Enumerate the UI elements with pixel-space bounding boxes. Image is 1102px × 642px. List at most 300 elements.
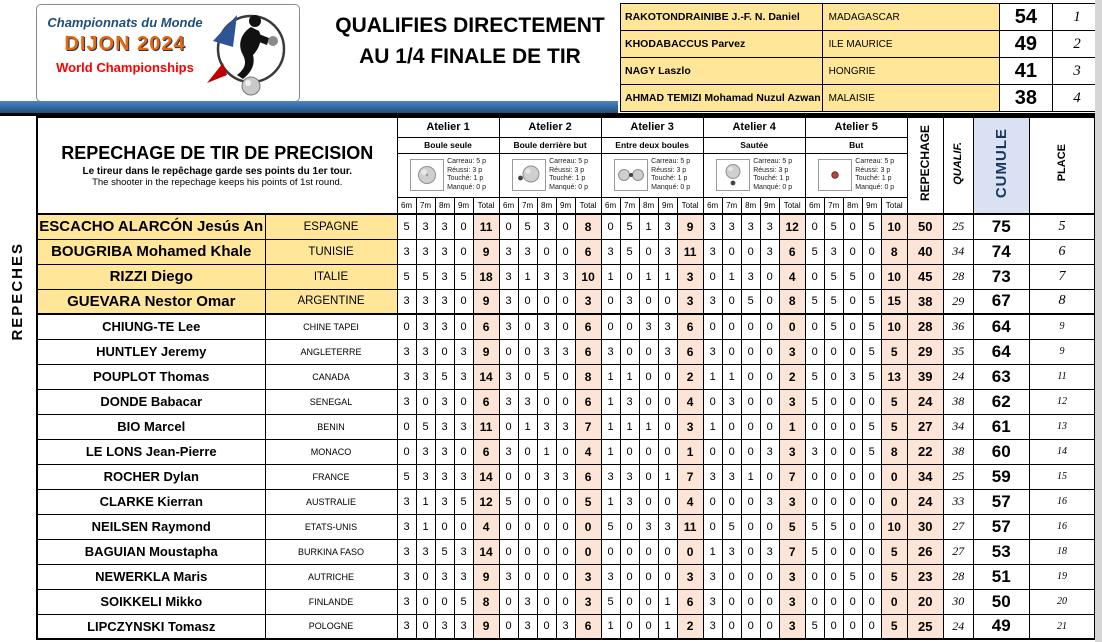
atelier-2-7m-score: 0 bbox=[518, 539, 537, 564]
atelier-2-8m-score: 3 bbox=[537, 464, 556, 489]
qualif-score: 24 bbox=[943, 614, 973, 639]
atelier-4-6m-score: 1 bbox=[703, 364, 722, 389]
atelier-4-8m-score: 0 bbox=[741, 439, 760, 464]
cumule-score: 62 bbox=[973, 389, 1029, 414]
atelier-5-7m-score: 5 bbox=[824, 314, 843, 339]
player-name: NEILSEN Raymond bbox=[37, 514, 265, 539]
player-name: LE LONS Jean-Pierre bbox=[37, 439, 265, 464]
atelier-1-8m-score: 5 bbox=[435, 364, 454, 389]
repeches-label-text: REPECHES bbox=[8, 241, 26, 341]
atelier-2-8m-score: 0 bbox=[537, 389, 556, 414]
atelier-1-total-score: 9 bbox=[473, 614, 499, 639]
atelier-5-9m-score: 0 bbox=[862, 489, 881, 514]
atelier-1-8m-score: 0 bbox=[435, 589, 454, 614]
player-name: HUNTLEY Jeremy bbox=[37, 339, 265, 364]
atelier-5-7m-score: 5 bbox=[824, 214, 843, 239]
repechage-score: 29 bbox=[907, 339, 943, 364]
atelier-4-8m-score: 0 bbox=[741, 614, 760, 639]
atelier-3-8m-score: 0 bbox=[639, 364, 658, 389]
atelier-5-8m-score: 5 bbox=[843, 564, 862, 589]
atelier-1-total-score: 18 bbox=[473, 264, 499, 289]
scoring-rule: Touché: 1 p bbox=[651, 175, 688, 182]
atelier-5-6m-score: 5 bbox=[805, 539, 824, 564]
atelier-1-8m-score: 3 bbox=[435, 289, 454, 314]
scoring-rule: Carreau: 5 p bbox=[753, 158, 793, 165]
atelier-2-8m-score: 3 bbox=[537, 414, 556, 439]
atelier-4-6m-score: 0 bbox=[703, 389, 722, 414]
scoring-rule: Manqué: 0 p bbox=[753, 183, 793, 191]
player-country: BENIN bbox=[265, 414, 397, 439]
atelier-2-total-score: 7 bbox=[575, 414, 601, 439]
atelier-3-6m-score: 1 bbox=[601, 264, 620, 289]
atelier-3-6m-score: 5 bbox=[601, 514, 620, 539]
atelier-4-8m-score: 0 bbox=[741, 314, 760, 339]
atelier-5-6m-score: 0 bbox=[805, 264, 824, 289]
player-country: TUNISIE bbox=[265, 239, 397, 264]
cumule-score: 59 bbox=[973, 464, 1029, 489]
atelier-4-9m-score: 0 bbox=[760, 389, 779, 414]
cumule-score: 57 bbox=[973, 489, 1029, 514]
atelier-2-8m-score: 3 bbox=[537, 314, 556, 339]
atelier-3-9m-score: 1 bbox=[658, 264, 677, 289]
atelier-2-total-score: 5 bbox=[575, 489, 601, 514]
atelier-2-6m-header: 6m bbox=[499, 197, 518, 214]
atelier-2-7m-score: 0 bbox=[518, 489, 537, 514]
atelier-4-9m-score: 0 bbox=[760, 314, 779, 339]
atelier-2-7m-score: 3 bbox=[518, 589, 537, 614]
atelier-5-total-score: 0 bbox=[881, 489, 907, 514]
atelier-2-8m-score: 0 bbox=[537, 289, 556, 314]
atelier-5-total-score: 10 bbox=[881, 264, 907, 289]
atelier-2-total-score: 8 bbox=[575, 214, 601, 239]
player-country: CHINE TAPEI bbox=[265, 314, 397, 339]
atelier-5-8m-score: 5 bbox=[843, 264, 862, 289]
atelier-3-total-score: 4 bbox=[677, 489, 703, 514]
boule-behind-jack-icon bbox=[512, 159, 546, 191]
atelier-1-7m-score: 0 bbox=[416, 614, 435, 639]
atelier-1-total-score: 6 bbox=[473, 439, 499, 464]
atelier-3-7m-score: 0 bbox=[620, 314, 639, 339]
atelier-3-8m-score: 0 bbox=[639, 464, 658, 489]
atelier-5-total-score: 5 bbox=[881, 389, 907, 414]
player-row bbox=[37, 314, 1095, 339]
atelier-2-7m-score: 0 bbox=[518, 314, 537, 339]
atelier-5-6m-score: 5 bbox=[805, 614, 824, 639]
atelier-5-8m-score: 0 bbox=[843, 439, 862, 464]
atelier-4-9m-score: 0 bbox=[760, 614, 779, 639]
atelier-4-9m-score: 3 bbox=[760, 239, 779, 264]
player-name: NEWERKLA Maris bbox=[37, 564, 265, 589]
player-name: ESCACHO ALARCÓN Jesús An bbox=[37, 214, 265, 239]
atelier-4-8m-score: 0 bbox=[741, 489, 760, 514]
atelier-1-9m-score: 0 bbox=[454, 514, 473, 539]
atelier-5-8m-score: 0 bbox=[843, 314, 862, 339]
atelier-5-6m-score: 0 bbox=[805, 414, 824, 439]
header-divider bbox=[0, 101, 618, 113]
qualified-player-score: 54 bbox=[999, 4, 1052, 31]
atelier-3-9m-score: 3 bbox=[658, 239, 677, 264]
atelier-5-total-score: 0 bbox=[881, 589, 907, 614]
atelier-3-8m-score: 0 bbox=[639, 564, 658, 589]
atelier-5-9m-score: 0 bbox=[862, 464, 881, 489]
atelier-5-7m-score: 0 bbox=[824, 564, 843, 589]
cumule-score: 67 bbox=[973, 289, 1029, 314]
jack-icon bbox=[818, 159, 852, 191]
atelier-3-8m-score: 1 bbox=[639, 264, 658, 289]
qualified-player-name: RAKOTONDRAINIBE J.-F. N. Daniel bbox=[621, 4, 823, 31]
player-row bbox=[37, 414, 1095, 439]
atelier-4-9m-score: 0 bbox=[760, 264, 779, 289]
atelier-3-8m-score: 0 bbox=[639, 289, 658, 314]
atelier-1-7m-score: 1 bbox=[416, 489, 435, 514]
logo-line-fr: Championnats du Monde bbox=[47, 15, 203, 30]
player-row bbox=[37, 489, 1095, 514]
player-name: RIZZI Diego bbox=[37, 264, 265, 289]
atelier-3-7m-score: 0 bbox=[620, 339, 639, 364]
atelier-5-6m-score: 5 bbox=[805, 364, 824, 389]
atelier-4-8m-score: 0 bbox=[741, 539, 760, 564]
atelier-2-8m-score: 0 bbox=[537, 489, 556, 514]
atelier-1-7m-score: 0 bbox=[416, 564, 435, 589]
jumped-boule-icon bbox=[716, 159, 750, 191]
table-title: REPECHAGE DE TIR DE PRECISION bbox=[61, 143, 374, 163]
atelier-5-7m-score: 0 bbox=[824, 464, 843, 489]
atelier-1-8m-score: 3 bbox=[435, 314, 454, 339]
atelier-4-9m-score: 3 bbox=[760, 539, 779, 564]
atelier-1-total-score: 9 bbox=[473, 339, 499, 364]
atelier-1-6m-score: 3 bbox=[397, 239, 416, 264]
atelier-4-total-score: 7 bbox=[779, 464, 805, 489]
atelier-1-9m-score: 0 bbox=[454, 439, 473, 464]
atelier-4-total-score: 5 bbox=[779, 514, 805, 539]
atelier-3-8m-score: 3 bbox=[639, 514, 658, 539]
player-country: ANGLETERRE bbox=[265, 339, 397, 364]
atelier-4-9m-score: 0 bbox=[760, 289, 779, 314]
repechage-score: 30 bbox=[907, 514, 943, 539]
atelier-1-8m-score: 3 bbox=[435, 264, 454, 289]
atelier-3-6m-score: 1 bbox=[601, 489, 620, 514]
atelier-2-9m-score: 0 bbox=[556, 364, 575, 389]
atelier-3-8m-header: 8m bbox=[639, 197, 658, 214]
atelier-1-6m-score: 3 bbox=[397, 289, 416, 314]
atelier-4-total-score: 6 bbox=[779, 239, 805, 264]
repechage-score: 50 bbox=[907, 214, 943, 239]
atelier-1-6m-score: 0 bbox=[397, 414, 416, 439]
atelier-1-9m-score: 3 bbox=[454, 614, 473, 639]
atelier-3-7m-score: 0 bbox=[620, 439, 639, 464]
repechage-score: 39 bbox=[907, 364, 943, 389]
qualified-player-country: HONGRIE bbox=[822, 58, 999, 85]
atelier-3-8m-score: 0 bbox=[639, 589, 658, 614]
player-row bbox=[37, 214, 1095, 239]
repechage-score: 24 bbox=[907, 389, 943, 414]
atelier-3-7m-header: 7m bbox=[620, 197, 639, 214]
atelier-5-6m-header: 6m bbox=[805, 197, 824, 214]
atelier-2-9m-score: 3 bbox=[556, 264, 575, 289]
atelier-3-total-score: 4 bbox=[677, 389, 703, 414]
atelier-1-7m-score: 3 bbox=[416, 239, 435, 264]
atelier-5-total-score: 8 bbox=[881, 239, 907, 264]
atelier-3-8m-score: 1 bbox=[639, 414, 658, 439]
atelier-3-7m-score: 1 bbox=[620, 364, 639, 389]
qualified-player-country: ILE MAURICE bbox=[822, 31, 999, 58]
repeches-section-label bbox=[0, 216, 34, 366]
atelier-4-6m-score: 0 bbox=[703, 314, 722, 339]
place-value: 15 bbox=[1029, 464, 1095, 489]
atelier-3-6m-score: 5 bbox=[601, 589, 620, 614]
atelier-4-total-score: 4 bbox=[779, 264, 805, 289]
qualif-score: 35 bbox=[943, 339, 973, 364]
qualif-score: 25 bbox=[943, 464, 973, 489]
scoring-rule: Touché: 1 p bbox=[753, 175, 790, 182]
atelier-5-9m-score: 0 bbox=[862, 239, 881, 264]
qualif-score: 38 bbox=[943, 439, 973, 464]
atelier-5-total-score: 5 bbox=[881, 539, 907, 564]
qualified-player-score: 49 bbox=[999, 31, 1052, 58]
atelier-2-8m-score: 0 bbox=[537, 564, 556, 589]
repechage-score: 34 bbox=[907, 464, 943, 489]
atelier-5-9m-score: 0 bbox=[862, 389, 881, 414]
atelier-4-6m-score: 3 bbox=[703, 339, 722, 364]
atelier-1-8m-score: 3 bbox=[435, 564, 454, 589]
place-value: 19 bbox=[1029, 564, 1095, 589]
atelier-4-7m-score: 0 bbox=[722, 489, 741, 514]
player-row bbox=[37, 464, 1095, 489]
atelier-2-7m-score: 0 bbox=[518, 514, 537, 539]
repechage-score: 24 bbox=[907, 489, 943, 514]
atelier-5-7m-score: 0 bbox=[824, 389, 843, 414]
atelier-1-7m-score: 3 bbox=[416, 339, 435, 364]
atelier-5-6m-score: 3 bbox=[805, 439, 824, 464]
atelier-2-9m-score: 0 bbox=[556, 289, 575, 314]
atelier-3-7m-score: 3 bbox=[620, 389, 639, 414]
atelier-5-8m-score: 0 bbox=[843, 514, 862, 539]
atelier-1-6m-score: 3 bbox=[397, 539, 416, 564]
atelier-3-8m-score: 0 bbox=[639, 339, 658, 364]
atelier-4-9m-score: 0 bbox=[760, 414, 779, 439]
atelier-4-total-score: 3 bbox=[779, 339, 805, 364]
atelier-5-total-score: 5 bbox=[881, 564, 907, 589]
atelier-2-total-score: 6 bbox=[575, 389, 601, 414]
atelier-1-7m-header: 7m bbox=[416, 197, 435, 214]
atelier-5-7m-score: 0 bbox=[824, 339, 843, 364]
atelier-5-6m-score: 0 bbox=[805, 339, 824, 364]
atelier-5-total-score: 13 bbox=[881, 364, 907, 389]
atelier-4-6m-score: 3 bbox=[703, 614, 722, 639]
qualif-score: 25 bbox=[943, 214, 973, 239]
atelier-1-9m-score: 3 bbox=[454, 364, 473, 389]
scoring-rule: Manqué: 0 p bbox=[549, 183, 589, 191]
atelier-2-7m-score: 5 bbox=[518, 214, 537, 239]
atelier-2-name: Atelier 2 bbox=[499, 117, 601, 137]
cumule-score: 60 bbox=[973, 439, 1029, 464]
player-country: MONACO bbox=[265, 439, 397, 464]
qualified-title-line1: QUALIFIES DIRECTEMENT bbox=[335, 14, 605, 37]
atelier-5-9m-score: 0 bbox=[862, 539, 881, 564]
atelier-1-7m-score: 3 bbox=[416, 464, 435, 489]
scoring-rule: Carreau: 5 p bbox=[447, 158, 486, 165]
place-value: 13 bbox=[1029, 414, 1095, 439]
place-value: 16 bbox=[1029, 489, 1095, 514]
atelier-1-8m-score: 3 bbox=[435, 614, 454, 639]
atelier-3-7m-score: 0 bbox=[620, 564, 639, 589]
atelier-3-total-score: 3 bbox=[677, 264, 703, 289]
atelier-4-discipline: Sautée bbox=[703, 137, 805, 153]
qualif-score: 28 bbox=[943, 564, 973, 589]
atelier-3-7m-score: 0 bbox=[620, 264, 639, 289]
atelier-3-total-score: 9 bbox=[677, 214, 703, 239]
atelier-5-total-score: 8 bbox=[881, 439, 907, 464]
scoring-rule: Réussi: 3 p bbox=[651, 166, 687, 174]
atelier-3-total-score: 3 bbox=[677, 564, 703, 589]
atelier-3-7m-score: 1 bbox=[620, 414, 639, 439]
atelier-3-9m-score: 3 bbox=[658, 514, 677, 539]
atelier-1-total-score: 6 bbox=[473, 314, 499, 339]
logo-text bbox=[43, 15, 207, 75]
atelier-5-6m-score: 5 bbox=[805, 514, 824, 539]
atelier-3-9m-score: 3 bbox=[658, 339, 677, 364]
atelier-1-6m-score: 5 bbox=[397, 464, 416, 489]
atelier-2-9m-score: 0 bbox=[556, 239, 575, 264]
atelier-2-total-score: 6 bbox=[575, 314, 601, 339]
scoring-rule: Réussi: 3 p bbox=[549, 166, 585, 174]
repechage-score: 27 bbox=[907, 414, 943, 439]
place-value: 18 bbox=[1029, 539, 1095, 564]
atelier-3-6m-score: 1 bbox=[601, 414, 620, 439]
atelier-4-7m-score: 3 bbox=[722, 539, 741, 564]
atelier-1-total-score: 12 bbox=[473, 489, 499, 514]
atelier-1-7m-score: 3 bbox=[416, 439, 435, 464]
atelier-3-9m-score: 0 bbox=[658, 564, 677, 589]
atelier-3-6m-score: 0 bbox=[601, 289, 620, 314]
table-subtitle-en: The shooter in the repechage keeps his points of 1st round. bbox=[92, 177, 343, 188]
table-title-cell bbox=[37, 117, 397, 214]
atelier-4-6m-score: 3 bbox=[703, 589, 722, 614]
player-name: LIPCZYNSKI Tomasz bbox=[37, 614, 265, 639]
player-country: SENEGAL bbox=[265, 389, 397, 414]
atelier-2-6m-score: 3 bbox=[499, 264, 518, 289]
atelier-1-7m-score: 3 bbox=[416, 364, 435, 389]
atelier-1-8m-score: 3 bbox=[435, 439, 454, 464]
atelier-3-total-score: 11 bbox=[677, 239, 703, 264]
atelier-5-8m-score: 0 bbox=[843, 589, 862, 614]
cumule-score: 74 bbox=[973, 239, 1029, 264]
atelier-1-8m-header: 8m bbox=[435, 197, 454, 214]
scoring-rule: Réussi: 3 p bbox=[855, 166, 891, 174]
atelier-1-9m-score: 3 bbox=[454, 539, 473, 564]
atelier-3-8m-score: 0 bbox=[639, 389, 658, 414]
atelier-3-total-score: 1 bbox=[677, 439, 703, 464]
atelier-1-8m-score: 5 bbox=[435, 539, 454, 564]
scoring-rule: Carreau: 5 p bbox=[651, 158, 691, 165]
atelier-1-7m-score: 3 bbox=[416, 289, 435, 314]
player-country: ESPAGNE bbox=[265, 214, 397, 239]
atelier-4-7m-score: 1 bbox=[722, 364, 741, 389]
scoring-rule: Manqué: 0 p bbox=[855, 183, 895, 191]
qualif-score: 24 bbox=[943, 364, 973, 389]
atelier-2-6m-score: 3 bbox=[499, 289, 518, 314]
atelier-5-9m-score: 0 bbox=[862, 589, 881, 614]
atelier-3-8m-score: 0 bbox=[639, 439, 658, 464]
qualif-score: 33 bbox=[943, 489, 973, 514]
atelier-2-total-score: 3 bbox=[575, 289, 601, 314]
atelier-1-6m-score: 3 bbox=[397, 339, 416, 364]
cumule-score: 64 bbox=[973, 339, 1029, 364]
atelier-2-7m-score: 3 bbox=[518, 239, 537, 264]
atelier-4-7m-score: 1 bbox=[722, 264, 741, 289]
cumule-score: 53 bbox=[973, 539, 1029, 564]
atelier-2-6m-score: 0 bbox=[499, 589, 518, 614]
scoring-legend bbox=[500, 158, 601, 192]
atelier-4-6m-score: 3 bbox=[703, 464, 722, 489]
atelier-1-8m-score: 3 bbox=[435, 389, 454, 414]
scoring-rule: Carreau: 5 p bbox=[855, 158, 895, 165]
atelier-5-total-score: 10 bbox=[881, 314, 907, 339]
atelier-2-9m-score: 0 bbox=[556, 564, 575, 589]
atelier-2-7m-score: 0 bbox=[518, 439, 537, 464]
cumule-score: 73 bbox=[973, 264, 1029, 289]
qualified-table bbox=[620, 3, 1102, 112]
atelier-4-8m-score: 0 bbox=[741, 389, 760, 414]
atelier-4-8m-score: 3 bbox=[741, 214, 760, 239]
atelier-5-total-score: 10 bbox=[881, 514, 907, 539]
atelier-3-total-score: 6 bbox=[677, 314, 703, 339]
atelier-3-8m-score: 0 bbox=[639, 239, 658, 264]
atelier-5-7m-score: 0 bbox=[824, 364, 843, 389]
atelier-4-8m-score: 0 bbox=[741, 339, 760, 364]
atelier-4-total-score: 3 bbox=[779, 489, 805, 514]
atelier-2-6m-score: 0 bbox=[499, 414, 518, 439]
atelier-3-7m-score: 5 bbox=[620, 214, 639, 239]
scoring-rule: Touché: 1 p bbox=[549, 175, 586, 182]
atelier-4-total-score: 3 bbox=[779, 564, 805, 589]
player-row bbox=[37, 289, 1095, 314]
atelier-3-6m-score: 1 bbox=[601, 439, 620, 464]
atelier-3-total-score: 7 bbox=[677, 464, 703, 489]
atelier-1-7m-score: 0 bbox=[416, 389, 435, 414]
atelier-1-9m-score: 3 bbox=[454, 339, 473, 364]
cumule-score: 61 bbox=[973, 414, 1029, 439]
atelier-5-8m-score: 0 bbox=[843, 214, 862, 239]
atelier-3-6m-score: 3 bbox=[601, 339, 620, 364]
cumule-score: 57 bbox=[973, 514, 1029, 539]
player-name: SOIKKELI Mikko bbox=[37, 589, 265, 614]
results-head bbox=[37, 117, 1095, 214]
qualif-score: 34 bbox=[943, 239, 973, 264]
cumule-score: 51 bbox=[973, 564, 1029, 589]
repechage-column-header: REPECHAGE bbox=[907, 117, 943, 214]
atelier-4-6m-score: 3 bbox=[703, 239, 722, 264]
atelier-5-7m-score: 5 bbox=[824, 289, 843, 314]
atelier-4-8m-score: 3 bbox=[741, 264, 760, 289]
qualif-score: 36 bbox=[943, 314, 973, 339]
atelier-1-total-score: 9 bbox=[473, 239, 499, 264]
atelier-1-total-score: 8 bbox=[473, 589, 499, 614]
qualified-table-body bbox=[621, 4, 1102, 112]
qualified-player-score: 41 bbox=[999, 58, 1052, 85]
qualified-player-country: MALAISIE bbox=[822, 85, 999, 112]
atelier-1-total-score: 9 bbox=[473, 289, 499, 314]
place-value: 9 bbox=[1029, 339, 1095, 364]
atelier-2-6m-score: 0 bbox=[499, 214, 518, 239]
player-row bbox=[37, 389, 1095, 414]
atelier-5-9m-score: 5 bbox=[862, 339, 881, 364]
place-value: 12 bbox=[1029, 389, 1095, 414]
atelier-2-6m-score: 3 bbox=[499, 239, 518, 264]
atelier-1-8m-score: 3 bbox=[435, 489, 454, 514]
qualified-player-place: 1 bbox=[1052, 4, 1101, 31]
atelier-1-9m-score: 3 bbox=[454, 564, 473, 589]
